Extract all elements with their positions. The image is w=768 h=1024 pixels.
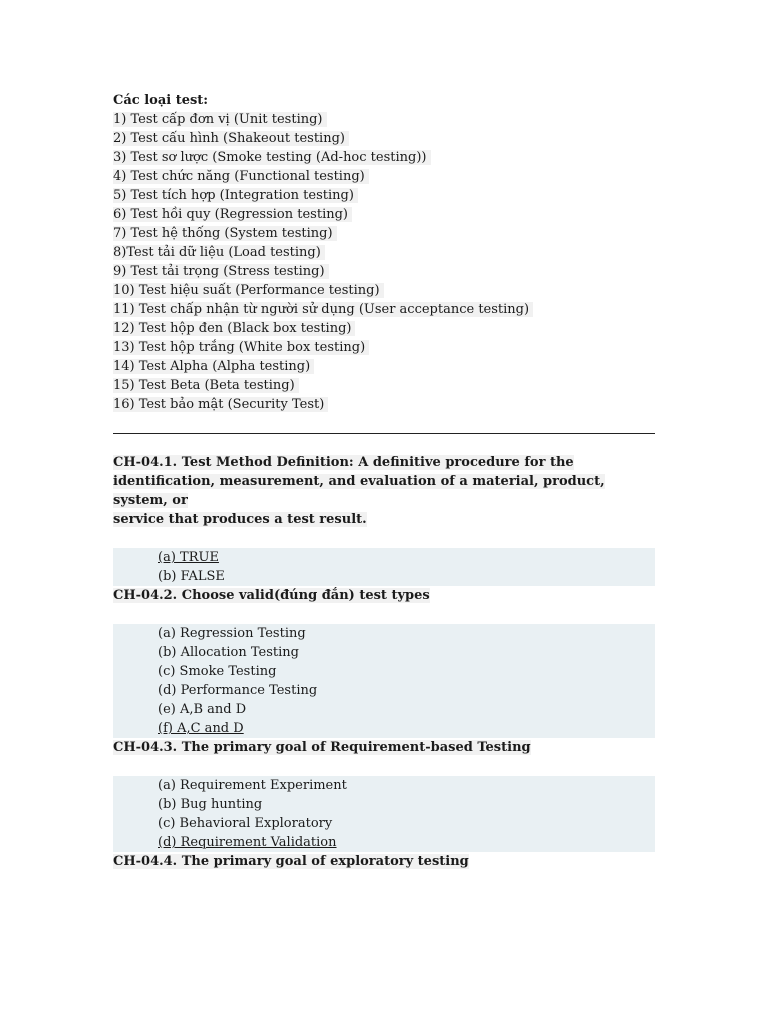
spacer bbox=[113, 529, 658, 548]
answer-option-correct: (f) A,C and D bbox=[158, 721, 244, 736]
list-item: 15) Test Beta (Beta testing) bbox=[113, 376, 658, 395]
list-item: 12) Test hộp đen (Black box testing) bbox=[113, 319, 658, 338]
question-ch-04-4 bbox=[113, 852, 658, 871]
question-ch-04-1 bbox=[113, 453, 658, 586]
answer-option: (d) Performance Testing bbox=[158, 683, 318, 698]
list-item: 13) Test hộp trắng (White box testing) bbox=[113, 338, 658, 357]
list-item: 10) Test hiệu suất (Performance testing) bbox=[113, 281, 658, 300]
list-item: 5) Test tích hợp (Integration testing) bbox=[113, 186, 658, 205]
list-item: 3) Test sơ lược (Smoke testing (Ad-hoc testing)) bbox=[113, 148, 658, 167]
question-text: CH-04.4. The primary goal of exploratory testing bbox=[113, 854, 469, 869]
answer-option: (e) A,B and D bbox=[158, 702, 247, 717]
question-text: CH-04.2. Choose valid(đúng đắn) test types bbox=[113, 588, 430, 603]
answer-options bbox=[113, 624, 655, 738]
list-item: 14) Test Alpha (Alpha testing) bbox=[113, 357, 658, 376]
types-heading: Các loại test: bbox=[113, 93, 209, 108]
question-text: CH-04.1. Test Method Definition: A definitive procedure for the bbox=[113, 455, 574, 470]
question-ch-04-2 bbox=[113, 586, 658, 738]
spacer bbox=[113, 605, 658, 624]
list-item: 2) Test cấu hình (Shakeout testing) bbox=[113, 129, 658, 148]
question-ch-04-3 bbox=[113, 738, 658, 852]
spacer bbox=[113, 757, 658, 776]
answer-option-correct: (a) TRUE bbox=[158, 550, 219, 565]
answer-option: (c) Behavioral Exploratory bbox=[158, 816, 333, 831]
answer-option: (b) Allocation Testing bbox=[158, 645, 299, 660]
list-item: 4) Test chức năng (Functional testing) bbox=[113, 167, 658, 186]
list-item: 6) Test hồi quy (Regression testing) bbox=[113, 205, 658, 224]
list-item: 16) Test bảo mật (Security Test) bbox=[113, 395, 658, 414]
section-divider bbox=[113, 433, 655, 434]
document-page bbox=[113, 91, 658, 871]
question-text: identification, measurement, and evaluation of a material, product, system, or bbox=[113, 474, 605, 508]
answer-options bbox=[113, 776, 655, 852]
answer-option: (a) Regression Testing bbox=[158, 626, 306, 641]
list-item: 9) Test tải trọng (Stress testing) bbox=[113, 262, 658, 281]
list-item: 11) Test chấp nhận từ người sử dụng (User acceptance testing) bbox=[113, 300, 658, 319]
answer-option: (b) Bug hunting bbox=[158, 797, 263, 812]
list-item: 1) Test cấp đơn vị (Unit testing) bbox=[113, 110, 658, 129]
question-text: service that produces a test result. bbox=[113, 512, 367, 527]
list-item: 8)Test tải dữ liệu (Load testing) bbox=[113, 243, 658, 262]
answer-option-correct: (d) Requirement Validation bbox=[158, 835, 337, 850]
list-item: 7) Test hệ thống (System testing) bbox=[113, 224, 658, 243]
question-text: CH-04.3. The primary goal of Requirement-based Testing bbox=[113, 740, 531, 755]
answer-option: (a) Requirement Experiment bbox=[158, 778, 347, 793]
test-types-list bbox=[113, 110, 658, 414]
answer-option: (b) FALSE bbox=[158, 569, 225, 584]
answer-options bbox=[113, 548, 655, 586]
answer-option: (c) Smoke Testing bbox=[158, 664, 277, 679]
